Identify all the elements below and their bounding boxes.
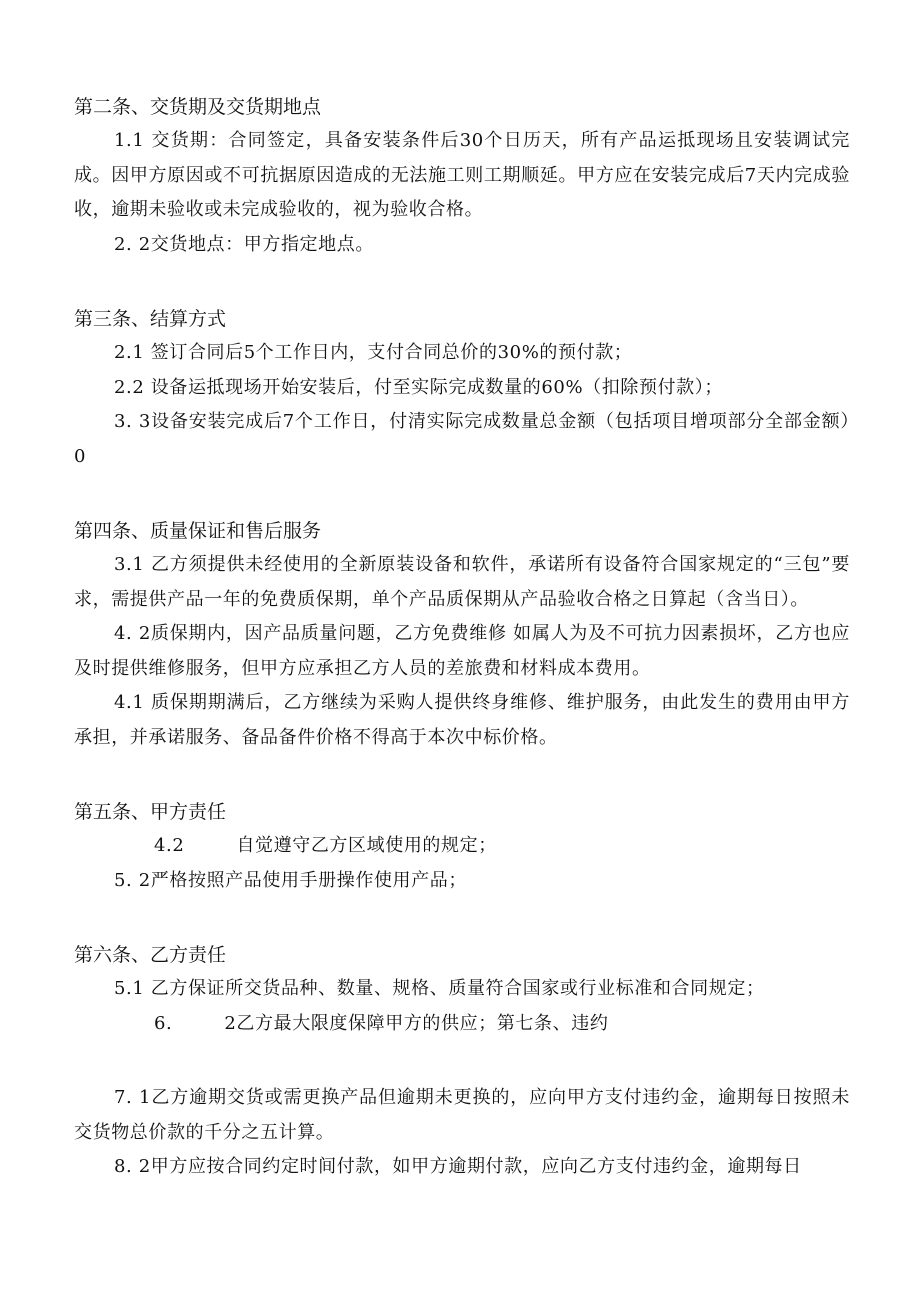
clause-4-2-warranty-repair: 4. 2质保期内，因产品质量问题，乙方免费维修 如属人为及不可抗力因素损坏，乙方也应及时提供维修服务，但甲方应承担乙方人员的差旅费和材料成本费用。 bbox=[74, 623, 850, 679]
section-article-3 bbox=[74, 302, 850, 474]
clause-number: 4.2 bbox=[154, 835, 185, 856]
section-article-2 bbox=[74, 90, 850, 262]
clause-6-2-party-b-supply bbox=[74, 1007, 850, 1042]
clause-text: 自觉遵守乙方区域使用的规定； bbox=[236, 835, 497, 856]
clause-5-2-party-a-usage: 5. 2严格按照产品使用手册操作使用产品； bbox=[114, 869, 467, 891]
clause-number: 6. bbox=[154, 1012, 173, 1034]
clause-8-2-late-payment-penalty: 8. 2甲方应按合同约定时间付款，如甲方逾期付款，应向乙方支付违约金，逾期每日 bbox=[114, 1156, 802, 1177]
clause-2-2-delivery-location: 2. 2交货地点：甲方指定地点。 bbox=[114, 233, 374, 255]
article-2-heading: 第二条、交货期及交货期地点 bbox=[74, 96, 322, 118]
contract-page bbox=[74, 90, 850, 1185]
clause-4-1-after-warranty: 4.1 质保期期满后，乙方继续为采购人提供终身维修、维护服务，由此发生的费用由甲方承担，并承诺服务、备品备件价格不得高于本次中标价格。 bbox=[74, 692, 850, 748]
clause-4-2-party-a-rules bbox=[74, 829, 850, 864]
article-5-heading: 第五条、甲方责任 bbox=[74, 801, 227, 823]
clause-3-1-warranty: 3.1 乙方须提供未经使用的全新原装设备和软件，承诺所有设备符合国家规定的“三包”要求，需提供产品一年的免费质保期，单个产品质保期从产品验收合格之日算起（含当日）。 bbox=[74, 554, 850, 610]
clause-2-1-prepayment: 2.1 签订合同后5个工作日内，支付合同总价的30%的预付款； bbox=[114, 342, 633, 363]
article-6-heading: 第六条、乙方责任 bbox=[74, 944, 227, 966]
clause-5-1-party-b-quality: 5.1 乙方保证所交货品种、数量、规格、质量符合国家或行业标准和合同规定； bbox=[114, 978, 765, 999]
clause-7-1-late-delivery-penalty: 7. 1乙方逾期交货或需更换产品但逾期未更换的，应向甲方支付违约金，逾期每日按照未交货物总价款的千分之五计算。 bbox=[74, 1087, 850, 1143]
article-4-heading: 第四条、质量保证和售后服务 bbox=[74, 520, 322, 542]
section-article-6 bbox=[74, 938, 850, 1041]
section-article-4 bbox=[74, 514, 850, 755]
section-article-7-breach bbox=[74, 1081, 850, 1185]
clause-3-3-final-payment: 3. 3设备安装完成后7个工作日，付清实际完成数量总金额（包括项目增项部分全部金额）0 bbox=[74, 411, 850, 467]
section-article-5 bbox=[74, 795, 850, 898]
clause-text: 2乙方最大限度保障甲方的供应；第七条、违约 bbox=[224, 1012, 609, 1034]
clause-2-2-progress-payment: 2.2 设备运抵现场开始安装后，付至实际完成数量的60%（扣除预付款）； bbox=[114, 376, 723, 398]
article-3-heading: 第三条、结算方式 bbox=[74, 308, 227, 330]
clause-1-1-delivery-period: 1.1 交货期：合同签定，具备安装条件后30个日历天，所有产品运抵现场且安装调试完成。因甲方原因或不可抗据原因造成的无法施工则工期顺延。甲方应在安装完成后7天内完成验收，逾期未验收或未完成验收的，视为验收合格。 bbox=[74, 130, 850, 220]
